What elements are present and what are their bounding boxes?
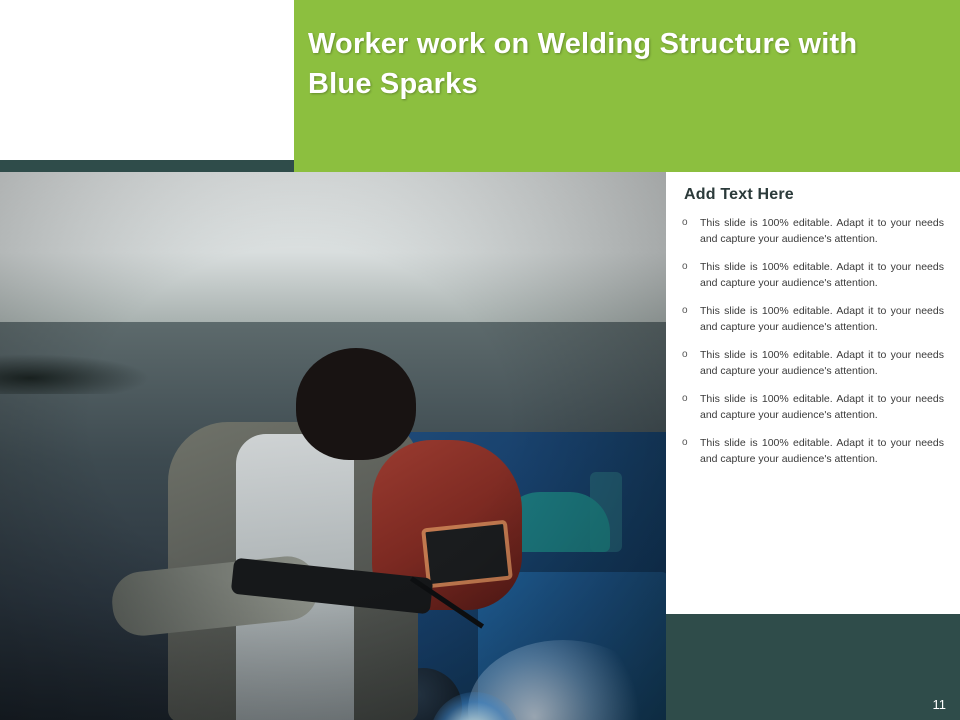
- page-title: Worker work on Welding Structure with Blue Sparks: [308, 28, 858, 101]
- text-panel: [666, 172, 960, 614]
- list-item-text: This slide is 100% editable. Adapt it to your needs and capture your audience's attention.: [700, 393, 944, 421]
- photo-vignette: [0, 172, 666, 720]
- bullet-marker-icon: o: [682, 437, 688, 449]
- bullet-marker-icon: o: [682, 305, 688, 317]
- bullet-marker-icon: o: [682, 393, 688, 405]
- list-item: [680, 392, 944, 423]
- panel-heading: Add Text Here: [684, 186, 794, 203]
- list-item: [680, 216, 944, 247]
- list-item: [680, 304, 944, 335]
- list-item-text: This slide is 100% editable. Adapt it to your needs and capture your audience's attention.: [700, 349, 944, 377]
- bullet-marker-icon: o: [682, 349, 688, 361]
- list-item: [680, 260, 944, 291]
- list-item-text: This slide is 100% editable. Adapt it to your needs and capture your audience's attention.: [700, 261, 944, 289]
- list-item-text: This slide is 100% editable. Adapt it to your needs and capture your audience's attention.: [700, 305, 944, 333]
- welding-photo: [0, 172, 666, 720]
- list-item-text: This slide is 100% editable. Adapt it to your needs and capture your audience's attention.: [700, 217, 944, 245]
- bullet-marker-icon: o: [682, 217, 688, 228]
- bullet-marker-icon: o: [682, 261, 688, 273]
- list-item: [680, 348, 944, 379]
- title-bar: [294, 0, 960, 172]
- page-number: 11: [932, 697, 946, 712]
- bullet-list: [680, 216, 944, 467]
- list-item-text: This slide is 100% editable. Adapt it to your needs and capture your audience's attention.: [700, 437, 944, 465]
- list-item: [680, 436, 944, 467]
